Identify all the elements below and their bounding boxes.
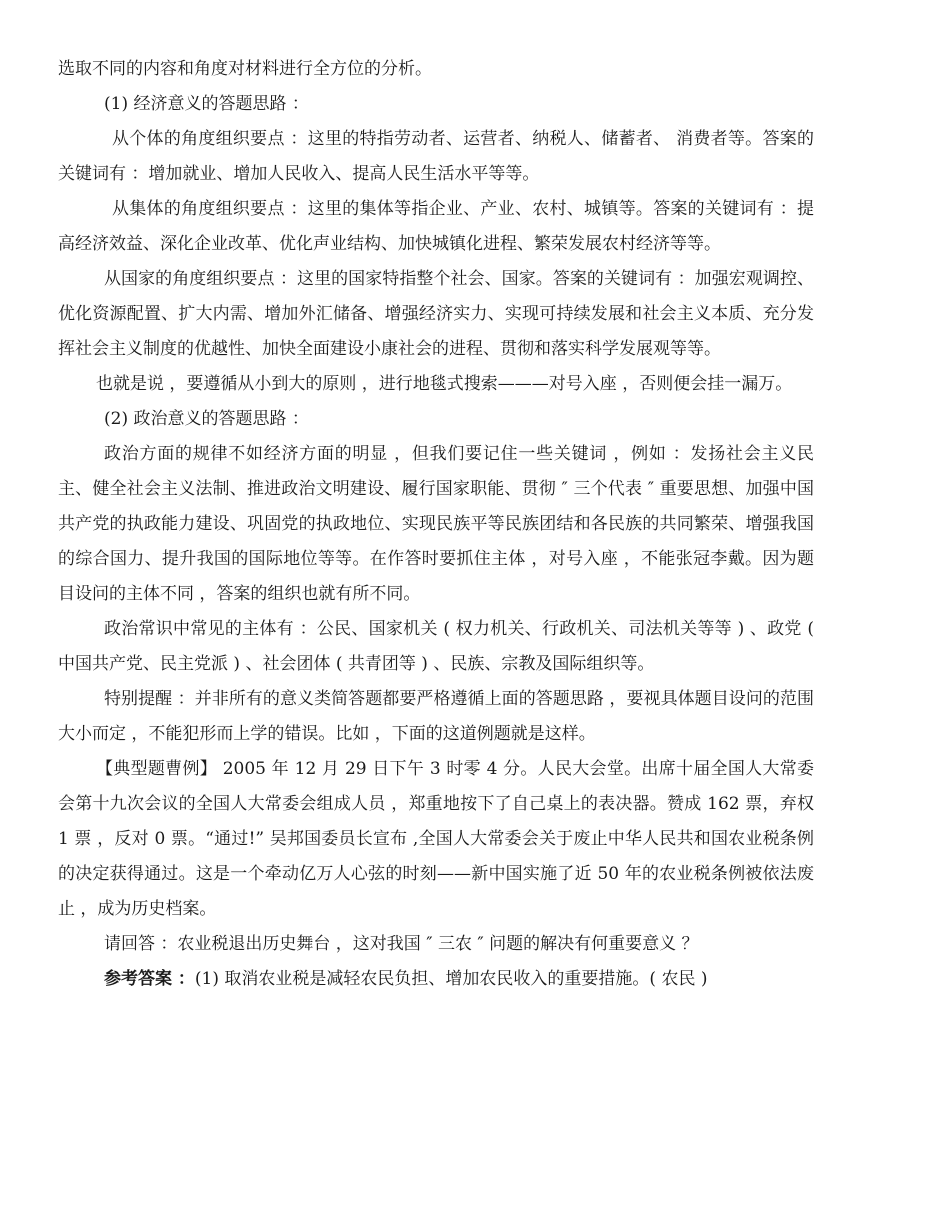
reference-answer-text: (1) 取消农业税是减轻农民负担、增加农民收入的重要措施。( 农民 ) bbox=[194, 969, 708, 989]
paragraph-special-reminder: 特别提醒 ：并非所有的意义类简答题都要严格遵循上面的答题思路 ，要视具体题目设问的范围大小而定 ，不能犯形而上学的错误。比如 ，下面的这道例题就是这样。 bbox=[58, 689, 814, 744]
paragraph-political-subjects: 政治常识中常见的主体有 ：公民、国家机关 ( 权力机关、行政机关、司法机关等等 ) 、政党 ( 中国共产党、民主党派 ) 、社会团体 ( 共青团等 ) 、民族、宗教及国际组织等。 bbox=[58, 619, 814, 674]
paragraph-political-keywords: 政治方面的规律不如经济方面的明显 ，但我们要记住一些关键词 ，例如 ：发扬社会主义民主、健全社会主义法制、推进政治文明建设、履行国家职能、贯彻 ″ 三个代表 ″ 重要思想、加强中国共产党的执政能力建设、巩固党的执政地位、实现民族平等民族团结和各民族的共同繁荣、增强我国的综合国力、提升我国的国际地位等等。在作答时要抓住主体 ，对号入座 ，不能张冠李戴。因为题目设问的主体不同 ，答案的组织也就有所不同。 bbox=[58, 444, 814, 604]
document-page bbox=[58, 52, 814, 997]
paragraph-national: 从国家的角度组织要点 ：这里的国家特指整个社会、国家。答案的关键词有 ：加强宏观调控、优化资源配置、扩大内需、增加外汇储备、增强经济实力、实现可持续发展和社会主义本质、充分发挥社会主义制度的优越性、加快全面建设小康社会的进程、贯彻和落实科学发展观等等。 bbox=[58, 269, 814, 359]
section-heading-political: (2) 政治意义的答题思路 ： bbox=[104, 409, 309, 429]
paragraph-question: 请回答 ：农业税退出历史舞台 ，这对我国 ″ 三农 ″ 问题的解决有何重要意义 ？ bbox=[104, 934, 699, 954]
paragraph-individual: 从个体的角度组织要点 ：这里的特指劳动者、运营者、纳税人、储蓄者、 消费者等。答案的关键词有 ：增加就业、增加人民收入、提高人民生活水平等等。 bbox=[58, 129, 814, 184]
paragraph-intro-line: 选取不同的内容和角度对材料进行全方位的分析。 bbox=[58, 59, 432, 79]
paragraph-reference-answer bbox=[58, 962, 814, 997]
section-heading-economic: (1) 经济意义的答题思路 ： bbox=[104, 94, 309, 114]
paragraph-summary: 也就是说 ，要遵循从小到大的原则 ，进行地毯式搜索———对号入座 ，否则便会挂一漏万。 bbox=[96, 374, 793, 394]
paragraph-typical-example: 【典型题曹例】 2005 年 12 月 29 日下午 3 时零 4 分。人民大会堂。出席十届全国人大常委会第十九次会议的全国人大常委会组成人员 ，郑重地按下了自己桌上的表决器。赞成 162 票，弃权 1 票 ，反对 0 票。“通过!” 吴邦国委员长宣布 ,全国人大常委会关于废止中华人民共和国农业税条例的决定获得通过。这是一个牵动亿万人心弦的时刻——新中国实施了近 50 年的农业税条例被依法废止 ，成为历史档案。 bbox=[58, 759, 814, 919]
paragraph-collective: 从集体的角度组织要点 ：这里的集体等指企业、产业、农村、城镇等。答案的关键词有 ：提高经济效益、深化企业改革、优化声业结构、加快城镇化进程、繁荣发展农村经济等等。 bbox=[58, 199, 814, 254]
reference-answer-label: 参考答案 ： bbox=[104, 969, 195, 989]
